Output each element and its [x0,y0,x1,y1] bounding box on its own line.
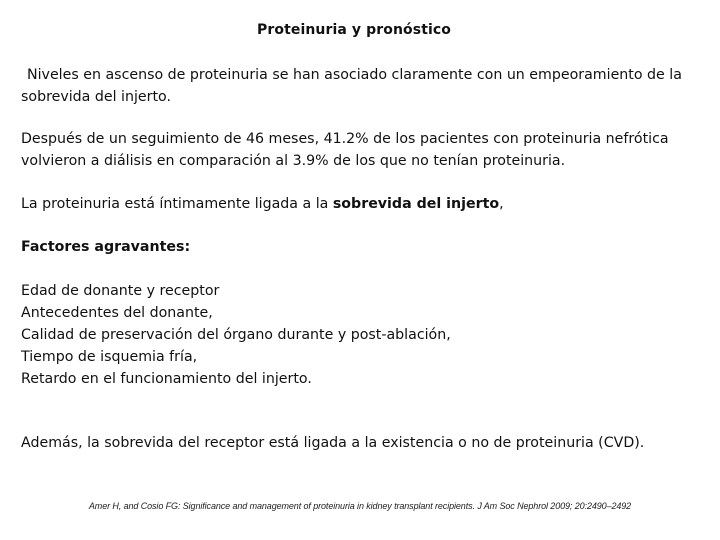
paragraph-1-text: Niveles en ascenso de proteinuria se han asociado claramente con un empeoramiento de la sobrevida del injerto. [21,67,682,105]
factor-item: Retardo en el funcionamiento del injerto. [21,371,312,387]
factors-heading: Factores agravantes: [21,239,191,255]
paragraph-proteinuria-graft-survival [21,64,701,108]
paragraph-graft-link [21,193,701,215]
citation: Amer H, and Cosio FG: Significance and management of proteinuria in kidney transplant recipients. J Am Soc Nephrol 2009; 20:2490–2492 [88,501,632,511]
paragraph-recipient-survival: Además, la sobrevida del receptor está ligada a la existencia o no de proteinuria (CVD). [21,435,645,451]
factors-list [21,280,701,390]
factor-item: Tiempo de isquemia fría, [21,349,198,365]
paragraph-3-prefix: La proteinuria está íntimamente ligada a la [21,196,333,212]
factor-item: Calidad de preservación del órgano durante y post-ablación, [21,327,451,343]
factor-item: Antecedentes del donante, [21,305,213,321]
paragraph-3-suffix: , [499,196,504,212]
paragraph-3-emphasis: sobrevida del injerto [332,196,500,212]
slide-title: Proteinuria y pronóstico [257,22,451,38]
paragraph-follow-up-dialysis: Después de un seguimiento de 46 meses, 41.2% de los pacientes con proteinuria nefrótica volvieron a diálisis en comparación al 3.9% de los que no tenían proteinuria. [21,131,669,169]
factor-item: Edad de donante y receptor [21,283,220,299]
